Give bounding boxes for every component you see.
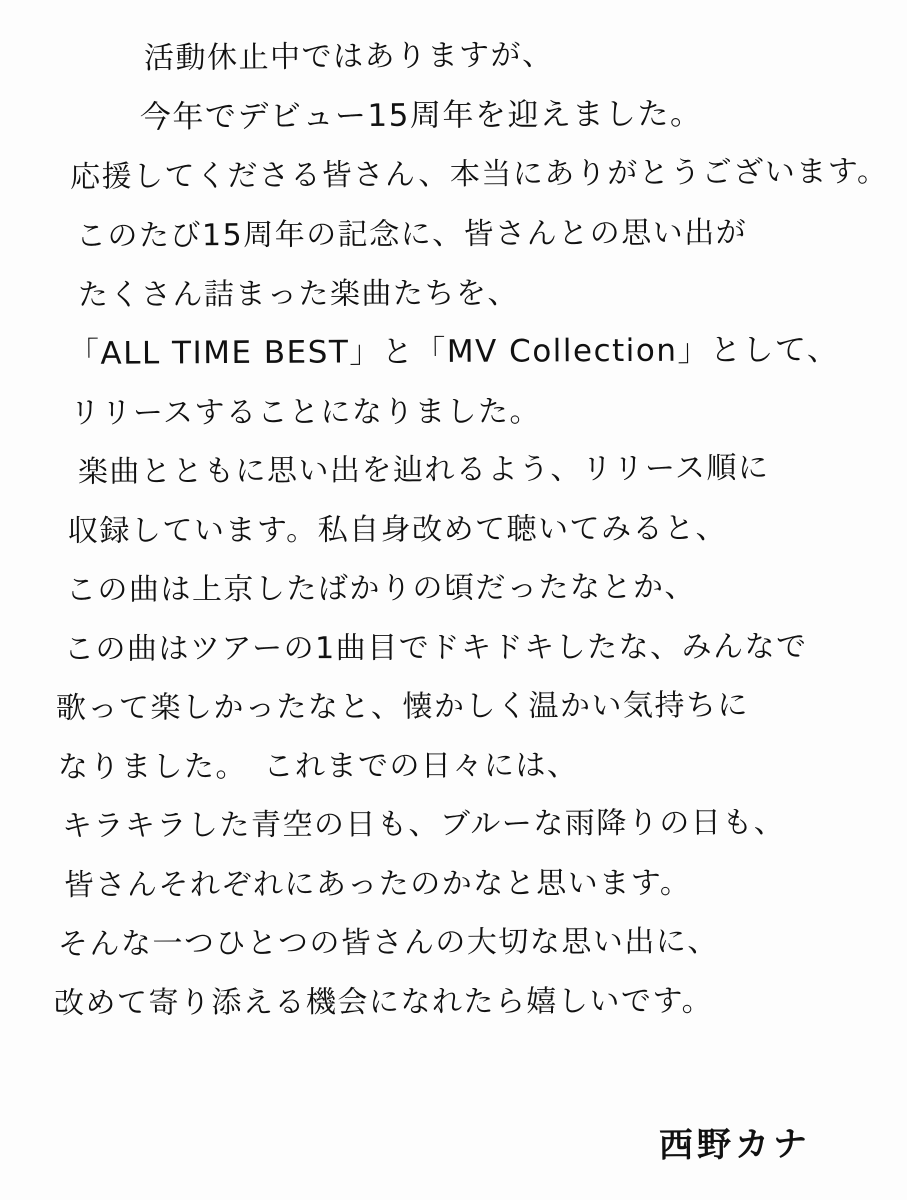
letter-line: 今年でデビュー15周年を迎えました。 [139, 96, 703, 136]
letter-line: 改めて寄り添える機会になれたら嬉しいです。 [53, 983, 714, 1021]
letter-line: なりました。 これまでの日々には、 [57, 748, 579, 785]
letter-text-block [0, 30, 907, 1033]
letter-line: 応援してくださる皆さん、本当にありがとうございます。 [69, 154, 889, 195]
signature: 西野カナ [658, 1124, 812, 1166]
letter-line: この曲はツアーの1曲目でドキドキしたな、みんなで [63, 629, 808, 667]
letter-line: この曲は上京したばかりの頃だったなとか、 [65, 569, 697, 608]
letter-line: このたび15周年の記念に、皆さんとの思い出が [75, 215, 748, 254]
letter-line: リリースすることになりました。 [69, 394, 542, 431]
letter-line: 収録しています。私自身改めて聴いてみると、 [67, 511, 728, 549]
letter-line: 楽曲とともに思い出を辿れるよう、リリース順に [77, 450, 770, 490]
letter-line: キラキラした青空の日も、ブルーな雨降りの日も、 [61, 805, 786, 844]
letter-line: そんな一つひとつの皆さんの大切な思い出に、 [57, 924, 719, 962]
letter-line: 歌って楽しかったなと、懐かしく温かい気持ちに [55, 687, 750, 726]
letter-line: たくさん詰まった楽曲たちを、 [77, 275, 520, 313]
letter-line: 「ALL TIME BEST」と「MV Collection」として、 [67, 331, 840, 372]
letter-line: 皆さんそれぞれにあったのかなと思います。 [63, 865, 692, 903]
letter-line: 活動休止中ではありますが、 [143, 37, 554, 77]
